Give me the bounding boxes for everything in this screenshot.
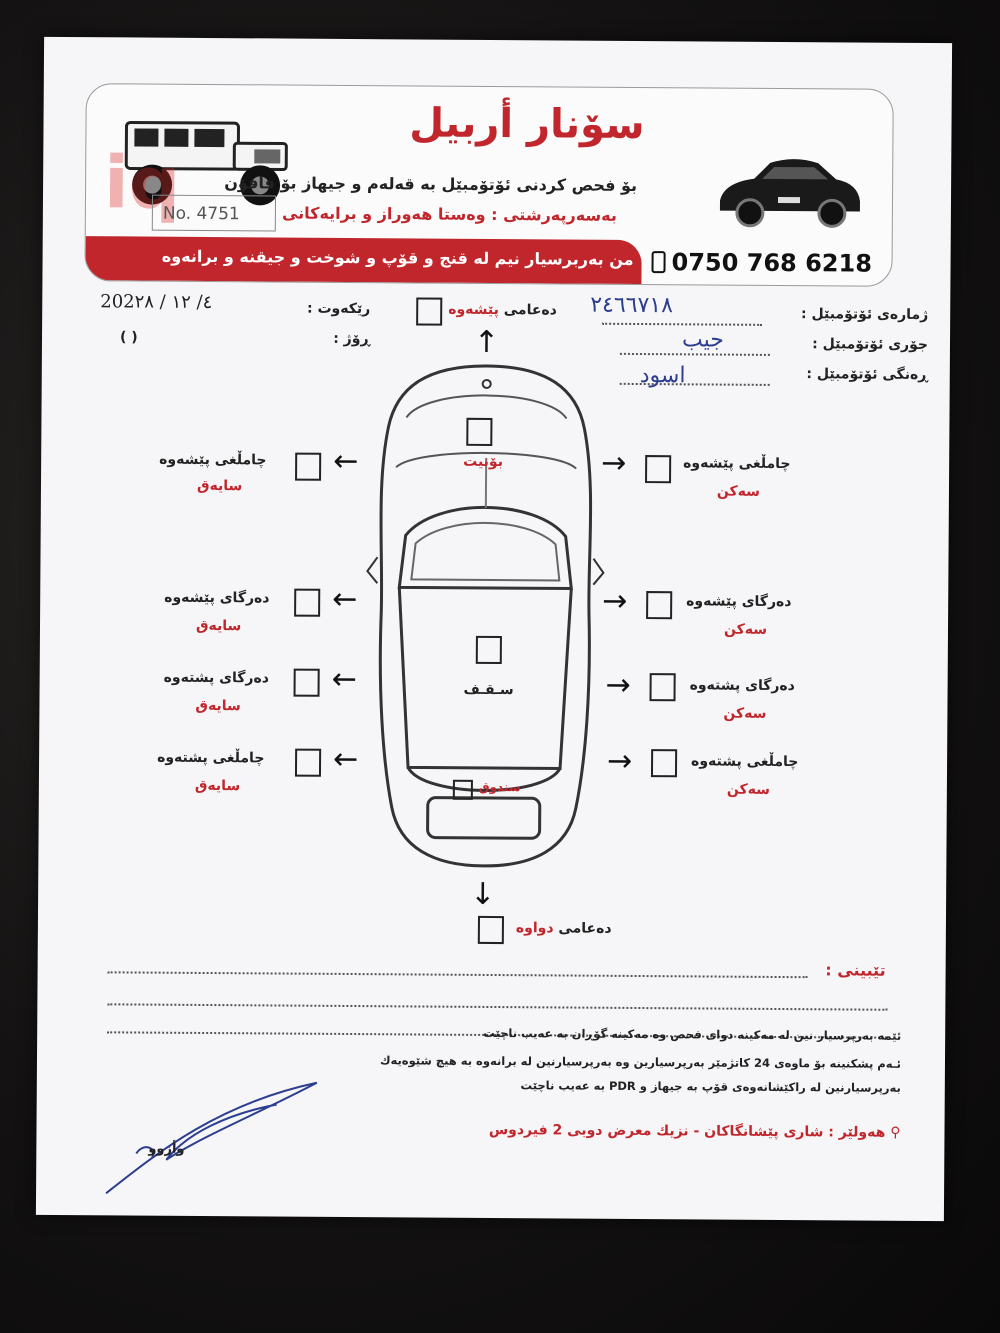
disclaimer-line-3: بەرپرسيارنين لە راكێشانەوەى قۆپ بە جيهاز و PDR بە عەيب ناچێت: [520, 1078, 901, 1095]
left-front-fender-status: سايەق: [196, 477, 243, 495]
car-type-value: جيب: [681, 327, 724, 353]
form-number: No. 4751: [152, 195, 276, 232]
brand-title: سۆنار أربيل: [409, 100, 645, 149]
date-label: رێكەوت :: [306, 300, 371, 318]
car-number-value: ٢٤٦٦٧١٨: [590, 292, 674, 319]
left-rear-fender-status: سايەق: [194, 777, 241, 795]
supervision-text: بەسەرپەرشتى : وەستا هەوراز و برايەكانى: [281, 203, 617, 225]
left-rear-door-label: دەرگاى پشتەوە: [163, 669, 270, 687]
car-color-value: اسود: [639, 363, 686, 389]
right-front-door-checkbox[interactable]: [646, 591, 672, 619]
right-rear-door-checkbox[interactable]: [650, 673, 676, 701]
header-box: [84, 83, 893, 287]
rear-bumper-label: دەعامى دواوە: [515, 920, 612, 937]
car-number-label: ژمارەى ئۆتۆمبێل :: [800, 306, 929, 324]
left-front-door-label: دەرگاى پێشەوە: [164, 589, 270, 607]
car-number-dots: [602, 323, 762, 326]
inspection-form: [36, 37, 952, 1221]
watermark-logo: iq: [103, 140, 181, 225]
arrow-right-icon: →: [605, 667, 631, 703]
arrow-right-icon: →: [606, 743, 633, 779]
right-rear-door-status: سەكن: [723, 705, 767, 722]
left-rear-fender-checkbox[interactable]: [295, 749, 321, 777]
car-type-dots: [620, 353, 770, 356]
phone-block: [651, 248, 872, 278]
arrow-right-icon: →: [602, 583, 628, 619]
left-front-fender-label: چامڵغى پێشەوە: [159, 451, 267, 469]
trunk-label: سندوق: [478, 779, 521, 795]
left-front-door-checkbox[interactable]: [294, 589, 320, 617]
arrow-left-icon: ←: [331, 661, 357, 698]
right-rear-door-label: دەرگاى پشتەوە: [689, 677, 795, 695]
sedan-car-icon: [714, 149, 865, 236]
car-type-label: جۆرى ئۆتۆمبێل :: [812, 336, 929, 354]
right-rear-fender-label: چامڵغى پشتەوە: [691, 753, 799, 771]
date-value: 202٤/ ١٢ / ٢٨: [100, 291, 213, 314]
right-front-fender-status: سەكن: [716, 483, 761, 500]
signature-drawing: [96, 1073, 327, 1205]
right-rear-fender-checkbox[interactable]: [651, 749, 677, 777]
front-bumper-label: دەعامى پێشەوە: [448, 301, 557, 319]
notes-label: تێبينى :: [825, 960, 886, 980]
roof-label: سـقـف: [463, 681, 514, 699]
left-front-fender-checkbox[interactable]: [295, 453, 321, 481]
trunk-checkbox[interactable]: [453, 780, 473, 800]
disclaimer-line-1: ئێمە بەرپرسيار نين لە مەكينە دواى فحص وە مەكينە گۆڕان بە عەيب ناچێت: [483, 1025, 902, 1043]
left-rear-fender-label: چامڵغى پشتەوە: [157, 749, 265, 767]
arrow-up-icon: ↑: [473, 324, 500, 361]
notes-line-1: [108, 971, 808, 978]
arrow-left-icon: ←: [333, 443, 359, 480]
subtitle: بۆ فحص كردنى ئۆتۆمبێل به قەلەم و جیهاز بۆ فافۆن: [224, 173, 638, 195]
left-rear-door-checkbox[interactable]: [294, 669, 320, 697]
hood-checkbox[interactable]: [466, 418, 492, 446]
right-front-fender-label: چامڵغى پێشەوە: [683, 455, 791, 473]
day-label: ڕۆژ :: [333, 330, 371, 348]
notes-line-2: [107, 1003, 887, 1010]
red-band: [85, 236, 641, 284]
address: ⚲ هەولێر : شارى پێشانگاكان - نزيك معرض دوبى 2 فيردوس: [488, 1121, 901, 1141]
right-front-fender-checkbox[interactable]: [645, 455, 671, 483]
right-rear-fender-status: سەكن: [726, 781, 770, 798]
arrow-down-icon: ↓: [470, 876, 496, 913]
left-rear-door-status: سايەق: [195, 697, 241, 715]
signature-text: وأزوو: [148, 1141, 185, 1157]
arrow-right-icon: →: [601, 445, 627, 481]
front-bumper-checkbox[interactable]: [416, 297, 442, 325]
phone-number: 0750 768 6218: [671, 248, 873, 278]
hood-label: بۆنيت: [463, 453, 504, 471]
arrow-left-icon: ←: [332, 741, 359, 778]
left-front-door-status: سايەق: [195, 617, 242, 635]
phone-icon: [651, 251, 665, 273]
day-value: ( ): [119, 329, 138, 346]
arrow-left-icon: ←: [332, 581, 358, 618]
rear-bumper-checkbox[interactable]: [478, 916, 504, 944]
roof-checkbox[interactable]: [476, 636, 502, 664]
car-color-label: ڕەنگى ئۆتۆمبێل :: [806, 366, 928, 384]
disclaimer-line-2: ئـەم پشكنينە بۆ ماوەى 24 كاتژمێر بەرپرسيارين وە بەرپرسيارنين لە برانەوە بە هيچ شێوەيەك: [379, 1053, 902, 1071]
right-front-door-status: سەكن: [723, 621, 768, 638]
location-pin-icon: ⚲: [890, 1124, 901, 1141]
right-front-door-label: دەرگاى پێشەوە: [686, 593, 792, 611]
disclaimer-band-text: من بەربرسيار نيم لە قنج و قۆپ و شوخت و جيقنه و برانەوە: [161, 246, 634, 269]
